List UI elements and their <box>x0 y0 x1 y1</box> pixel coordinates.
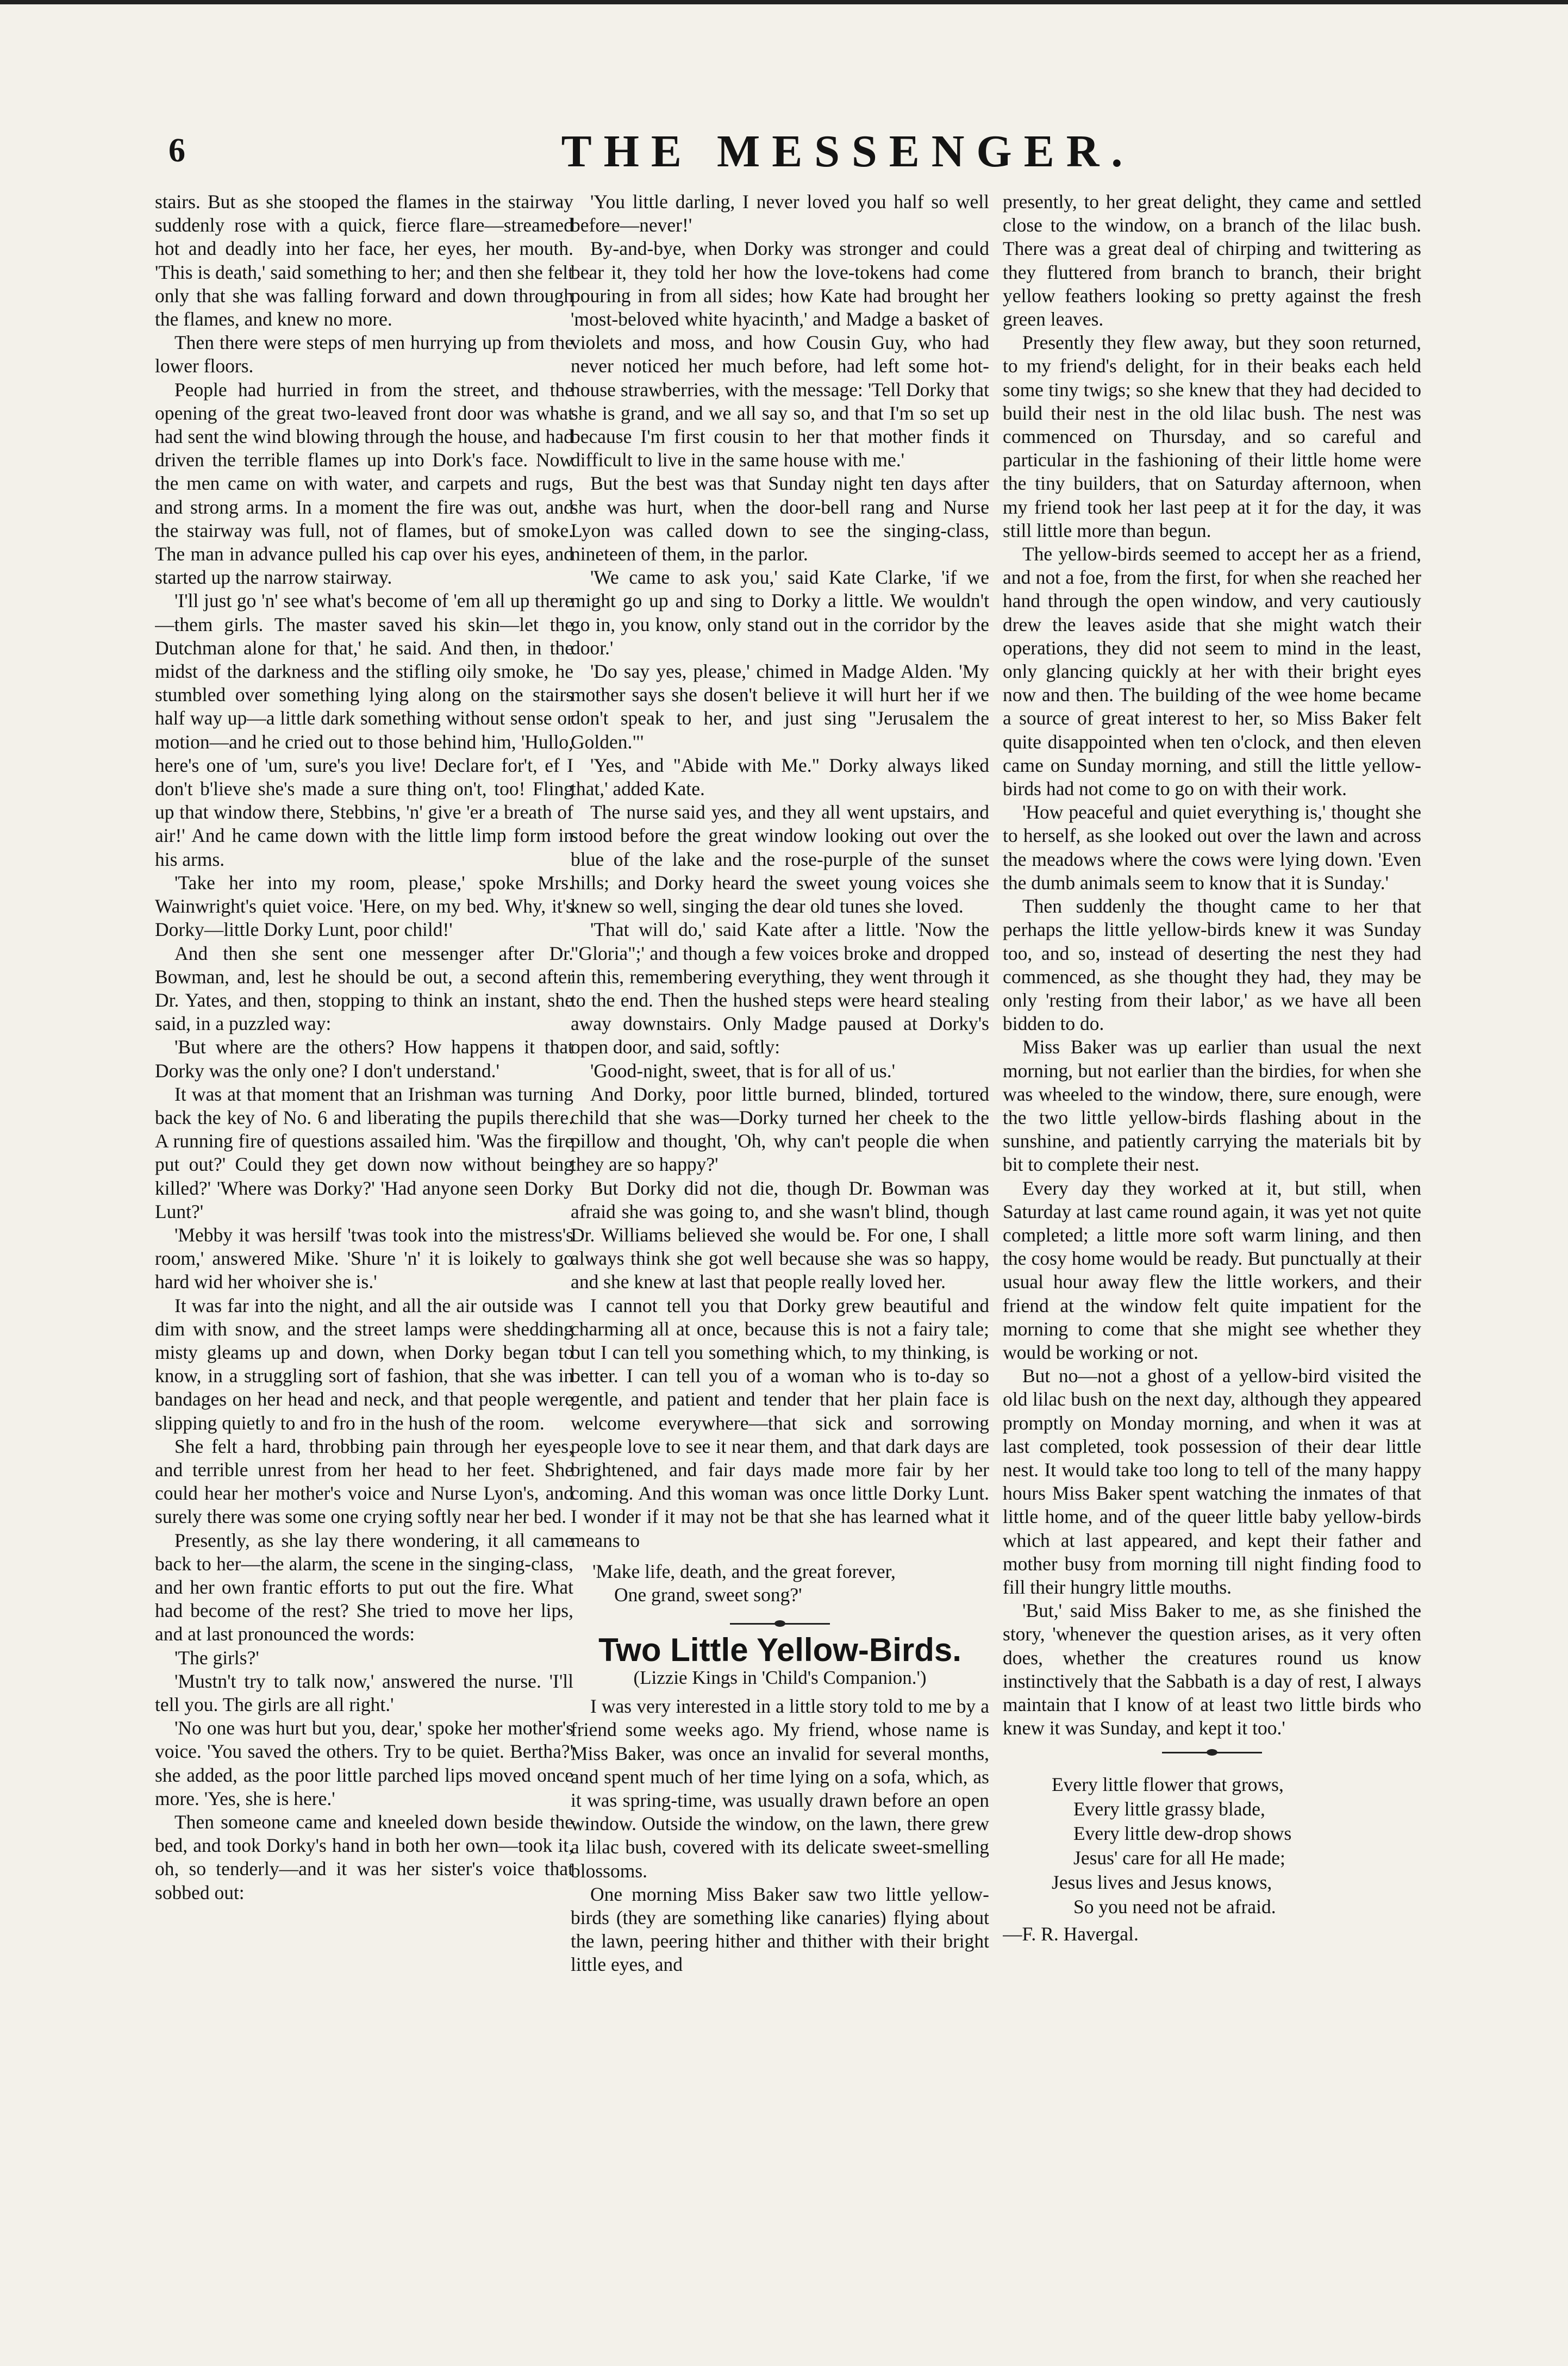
paragraph: 'The girls?' <box>174 1646 259 1669</box>
paragraph: I cannot tell you that Dorky grew beautiful and charming all at once, because this is not a fairy tale; but I can tell you something which, to my thinking, is better. I can tell you of a woman who is to-day so gentle, and patient and tender that her plain face is welcome everywhere—that sick and sorrowing people love to see it near them, and that dark days are brightened, and fair days made more fair by her coming. And this woman was once little Dorky Lunt. I wonder if it may not be that she has learned what it means to <box>571 1294 989 1551</box>
paragraph: 'But where are the others? How happens it that Dorky was the only one? I don't understand.' <box>155 1036 573 1082</box>
paragraph: The yellow-birds seemed to accept her as a friend, and not a foe, from the first, for when she reached her hand through the open window, and very cautiously drew the leaves aside that she might watch their operations, they did not seem to mind in the least, only glancing quickly at her with their bright eyes now and then. The building of the wee home became a source of great interest to her, so Miss Baker felt quite disappointed when ten o'clock, and then eleven came on Sunday morning, and still the little yellow-birds had not come to go on with their work. <box>1003 543 1421 800</box>
paragraph: She felt a hard, throbbing pain through her eyes, and terrible unrest from her head to her feet. She could hear her mother's voice and Nurse Lyon's, and surely there was some one crying softly near her bed. <box>155 1435 573 1528</box>
paragraph: 'I'll just go 'n' see what's become of 'em all up there—them girls. The master saved his skin—let the Dutchman alone for that,' he said. And then, in the midst of the darkness and the stifling oily smoke, he stumbled over something lying along on the stairs half way up—a little dark something without sense or motion—and he cried out to those behind him, 'Hullo, here's one of 'um, sure's you live! Declare for't, ef I don't b'lieve she's made a sure thing on't, too! Fling up that window there, Stebbins, 'n' give 'er a breath of air!' And he came down with the little limp form in his arms. <box>155 590 573 870</box>
poem-line: So you need not be afraid. <box>1073 1896 1276 1918</box>
poem-line: Every little dew-drop shows <box>1073 1822 1292 1845</box>
section-source: (Lizzie Kings in 'Child's Companion.') <box>633 1666 927 1688</box>
paragraph: 'But,' said Miss Baker to me, as she finished the story, 'whenever the question arises, as it very often does, whether the creatures round us know instinctively that the Sabbath is a day of rest, I always maintain that I know of at least two little birds who knew it was Sunday, and kept it too.' <box>1003 1600 1421 1739</box>
paragraph: 'That will do,' said Kate after a little. 'Now the "Gloria";' and though a few voices broke and dropped in this, remembering everything, they went through it to the end. Then the hushed steps were heard stealing away downstairs. Only Madge paused at Dorky's open door, and said, softly: <box>571 919 989 1058</box>
paragraph: One morning Miss Baker saw two little yellow-birds (they are something like canaries) flying about the lawn, peering hither and thither with their bright little eyes, and <box>571 1883 989 1976</box>
paragraph: And then she sent one messenger after Dr. Bowman, and, lest he should be out, a second after Dr. Yates, and then, stopping to think an instant, she said, in a puzzled way: <box>155 942 573 1035</box>
section-divider <box>571 1614 989 1633</box>
poem-line: Jesus' care for all He made; <box>1073 1847 1285 1869</box>
column-1 <box>155 190 573 2337</box>
column-2 <box>571 190 989 2337</box>
poem-line: Jesus lives and Jesus knows, <box>1052 1871 1272 1894</box>
poem-attribution: —F. R. Havergal. <box>1003 1923 1139 1945</box>
paragraph: 'How peaceful and quiet everything is,' thought she to herself, as she looked out over the lawn and across the meadows where the cows were lying down. 'Even the dumb animals seem to know that it is Sunday.' <box>1003 801 1421 894</box>
paragraph: It was far into the night, and all the air outside was dim with snow, and the street lamps were shedding misty gleams up and down, when Dorky began to know, in a struggling sort of fashion, that she was in bandages on her head and neck, and that people were slipping quietly to and fro in the hush of the room. <box>155 1294 573 1434</box>
paragraph: 'Do say yes, please,' chimed in Madge Alden. 'My mother says she dosen't believe it will hurt her if we don't speak to her, and just sing "Jerusalem the Golden."' <box>571 660 989 753</box>
paragraph: Every day they worked at it, but still, when Saturday at last came round again, it was yet not quite completed; a little more soft warm lining, and then the cosy home would be ready. But punctually at their usual hour away flew the little workers, and their friend at the window felt quite impatient for the morning to come that she might see whether they would be working or not. <box>1003 1177 1421 1363</box>
paragraph: And Dorky, poor little burned, blinded, tortured child that she was—Dorky turned her cheek to the pillow and thought, 'Oh, why can't people die when they are so happy?' <box>571 1083 989 1176</box>
verse-quote <box>592 1560 989 1607</box>
paragraph: 'No one was hurt but you, dear,' spoke her mother's voice. 'You saved the others. Try to be quiet. Bertha?' she added, as the poor little parched lips moved once more. 'Yes, she is here.' <box>155 1717 573 1809</box>
poem <box>1052 1772 1421 1919</box>
paragraph: I was very interested in a little story told to me by a friend some weeks ago. My friend, whose name is Miss Baker, was once an invalid for several months, and spent much of her time lying on a sofa, which, as it was spring-time, was usually drawn before an open window. Outside the window, on the lawn, there grew a lilac bush, covered with its delicate sweet-smelling blossoms. <box>571 1695 989 1882</box>
masthead-title: THE MESSENGER. <box>561 126 1135 177</box>
top-border <box>0 0 1568 4</box>
page-number: 6 <box>168 132 185 169</box>
page-header <box>158 125 1538 185</box>
paragraph: Presently they flew away, but they soon returned, to my friend's delight, for in their beaks each held some tiny twigs; so she knew that they had decided to build their nest in the old lilac bush. The nest was commenced on Thursday, and so careful and particular in the fashioning of their little home were the tiny builders, that on Saturday afternoon, when my friend took her last peep at it for the day, it was still little more than begun. <box>1003 332 1421 541</box>
paragraph: It was at that moment that an Irishman was turning back the key of No. 6 and liberating the pupils there. A running fire of questions assailed him. 'Was the fire put out?' Could they get down now without being killed?' 'Where was Dorky?' 'Had anyone seen Dorky Lunt?' <box>155 1083 573 1222</box>
paragraph: 'You little darling, I never loved you half so well before—never!' <box>571 191 989 236</box>
verse-line: One grand, sweet song?' <box>614 1583 802 1606</box>
paragraph: Presently, as she lay there wondering, it all came back to her—the alarm, the scene in the singing-class, and her own frantic efforts to put out the fire. What had become of the rest? She tried to move her lips, and at last pronounced the words: <box>155 1529 573 1645</box>
paragraph: Then suddenly the thought came to her that perhaps the little yellow-birds knew it was Sunday too, and so, instead of deserting the nest they had commenced, as she thought they had, they may be only 'resting from their labor,' as we have all been bidden to do. <box>1003 895 1421 1035</box>
paragraph: The nurse said yes, and they all went upstairs, and stood before the great window looking out over the blue of the lake and the rose-purple of the sunset hills; and Dorky heard the sweet young voices she knew so well, singing the dear old tunes she loved. <box>571 801 989 917</box>
paragraph: 'Good-night, sweet, that is for all of us.' <box>590 1059 895 1082</box>
poem-line: Every little grassy blade, <box>1073 1798 1265 1820</box>
paragraph: Then there were steps of men hurrying up from the lower floors. <box>155 332 573 377</box>
paragraph: Then someone came and kneeled down beside the bed, and took Dorky's hand in both her own—took it, oh, so tenderly—and it was her sister's voice that sobbed out: <box>155 1811 573 1903</box>
paragraph: People had hurried in from the street, and the opening of the great two-leaved front door was what had sent the wind blowing through the house, and had driven the terrible flames up into Dork's face. Now the men came on with water, and carpets and rugs, and strong arms. In a moment the fire was out, and the stairway was full, not of flames, but of smoke. The man in advance pulled his cap over his eyes, and started up the narrow stairway. <box>155 378 573 589</box>
paragraph: 'Mebby it was hersilf 'twas took into the mistress's room,' answered Mike. 'Shure 'n' it is loikely to go hard wid her whoiver she is.' <box>155 1223 573 1293</box>
section-title: Two Little Yellow-Birds. <box>598 1631 961 1668</box>
paragraph: 'Take her into my room, please,' spoke Mrs. Wainwright's quiet voice. 'Here, on my bed. Why, it's Dorky—little Dorky Lunt, poor child!' <box>155 871 573 941</box>
paragraph: Miss Baker was up earlier than usual the next morning, but not earlier than the birdies, for when she was wheeled to the window, there, sure enough, were the two little yellow-birds flashing about in the sunshine, and patiently carrying the materials bit by bit to complete their nest. <box>1003 1036 1421 1176</box>
column-3 <box>1003 190 1421 2337</box>
paragraph: But the best was that Sunday night ten days after she was hurt, when the door-bell rang and Nurse Lyon was called down to see the singing-class, nineteen of them, in the parlor. <box>571 472 989 565</box>
paragraph: presently, to her great delight, they came and settled close to the window, on a branch of the lilac bush. There was a great deal of chirping and twittering as they fluttered from branch to branch, their bright yellow feathers looking so pretty against the fresh green leaves. <box>1003 191 1421 330</box>
verse-line: 'Make life, death, and the great forever, <box>592 1560 896 1582</box>
paragraph: But no—not a ghost of a yellow-bird visited the old lilac bush on the next day, although they appeared promptly on Monday morning, and when it was at last completed, took possession of their dear little nest. It would take too long to tell of the many happy hours Miss Baker spent watching the inmates of that little home, and of the queer little baby yellow-birds which at last appeared, and kept their father and mother busy from morning till night finding food to fill their hungry little mouths. <box>1003 1365 1421 1598</box>
section-divider <box>1003 1743 1421 1762</box>
paragraph: 'We came to ask you,' said Kate Clarke, 'if we might go up and sing to Dorky a little. We wouldn't go in, you know, only stand out in the corridor by the door.' <box>571 566 989 659</box>
paragraph: By-and-bye, when Dorky was stronger and could bear it, they told her how the love-tokens had come pouring in from all sides; how Kate had brought her 'most-beloved white hyacinth,' and Madge a basket of violets and moss, and how Cousin Guy, who had never noticed her much before, had left some hot-house strawberries, with the message: 'Tell Dorky that she is grand, and we all say so, and that I'm so set up because I'm first cousin to her that mother finds it difficult to live in the same house with me.' <box>571 238 989 471</box>
paragraph: 'Mustn't try to talk now,' answered the nurse. 'I'll tell you. The girls are all right.' <box>155 1670 573 1715</box>
paragraph: stairs. But as she stooped the flames in the stairway suddenly rose with a quick, fierce flare—streamed hot and deadly into her face, her eyes, her mouth. 'This is death,' said something to her; and then she felt only that she was falling forward and down through the flames, and knew no more. <box>155 191 573 330</box>
paragraph: But Dorky did not die, though Dr. Bowman was afraid she was going to, and she wasn't blind, though Dr. Williams believed she would be. For one, I shall always think she got well because she was so happy, and she knew at last that people really loved her. <box>571 1177 989 1293</box>
paragraph: 'Yes, and "Abide with Me." Dorky always liked that,' added Kate. <box>571 754 989 800</box>
poem-line: Every little flower that grows, <box>1052 1774 1284 1796</box>
